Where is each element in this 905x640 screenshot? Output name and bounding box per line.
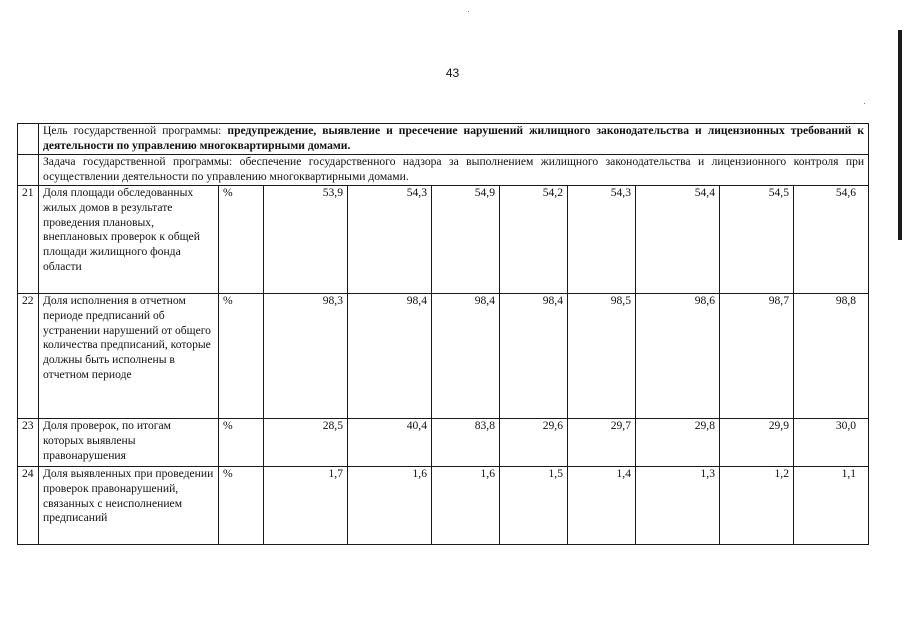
value-cell: 98,4	[500, 294, 568, 419]
value-cell: 1,3	[636, 467, 720, 545]
value-cell: 1,4	[568, 467, 636, 545]
table-row	[18, 186, 869, 294]
value-cell: 98,4	[432, 294, 500, 419]
value-cell: 54,5	[720, 186, 794, 294]
value-cell: 29,7	[568, 419, 636, 467]
indicator-name: Доля площади обследованных жилых домов в результате проведения плановых, внеплановых проверок к общей площади жилищного фонда области	[39, 186, 219, 294]
unit-cell: %	[219, 294, 264, 419]
value-cell: 28,5	[264, 419, 348, 467]
value-cell: 54,4	[636, 186, 720, 294]
value-cell: 54,3	[348, 186, 432, 294]
value-cell: 1,5	[500, 467, 568, 545]
value-cell: 98,4	[348, 294, 432, 419]
page-number: 43	[445, 66, 460, 80]
task-num-cell	[18, 155, 39, 186]
value-cell: 1,6	[348, 467, 432, 545]
table-row	[18, 467, 869, 545]
row-number: 24	[18, 467, 39, 545]
table-row	[18, 419, 869, 467]
value-cell: 1,7	[264, 467, 348, 545]
indicators-table	[17, 123, 869, 545]
value-cell: 54,3	[568, 186, 636, 294]
unit-cell: %	[219, 419, 264, 467]
value-cell: 54,9	[432, 186, 500, 294]
goal-row	[18, 124, 869, 155]
task-row	[18, 155, 869, 186]
value-cell: 1,1	[794, 467, 869, 545]
indicator-name: Доля проверок, по итогам которых выявлены правонарушения	[39, 419, 219, 467]
scan-speck	[468, 11, 469, 12]
row-number: 22	[18, 294, 39, 419]
value-cell: 54,2	[500, 186, 568, 294]
value-cell: 53,9	[264, 186, 348, 294]
scan-edge-mark	[898, 30, 902, 240]
value-cell: 98,8	[794, 294, 869, 419]
value-cell: 29,6	[500, 419, 568, 467]
unit-cell: %	[219, 186, 264, 294]
table-row	[18, 294, 869, 419]
value-cell: 1,2	[720, 467, 794, 545]
value-cell: 98,6	[636, 294, 720, 419]
goal-text: предупреждение, выявление и пресечение нарушений жилищного законодательства и лицензионных требований к деятельности по управлению многоквартирными домами.	[43, 124, 865, 152]
row-number: 21	[18, 186, 39, 294]
row-number: 23	[18, 419, 39, 467]
value-cell: 30,0	[794, 419, 869, 467]
value-cell: 29,8	[636, 419, 720, 467]
value-cell: 54,6	[794, 186, 869, 294]
value-cell: 98,3	[264, 294, 348, 419]
task-cell	[39, 155, 869, 186]
indicator-name: Доля исполнения в отчетном периоде предписаний об устранении нарушений от общего количества предписаний, которые должны быть исполнены в отчетном периоде	[39, 294, 219, 419]
goal-num-cell	[18, 124, 39, 155]
value-cell: 29,9	[720, 419, 794, 467]
value-cell: 1,6	[432, 467, 500, 545]
unit-cell: %	[219, 467, 264, 545]
value-cell: 83,8	[432, 419, 500, 467]
value-cell: 98,7	[720, 294, 794, 419]
task-text: обеспечение государственного надзора за выполнением жилищного законодательства и лицензионного контроля при осуществлении деятельности по управлению многоквартирными домами.	[43, 155, 865, 183]
task-label: Задача государственной программы:	[43, 155, 233, 168]
goal-label: Цель государственной программы:	[43, 124, 222, 137]
goal-cell	[39, 124, 869, 155]
value-cell: 40,4	[348, 419, 432, 467]
value-cell: 98,5	[568, 294, 636, 419]
indicator-name: Доля выявленных при проведении проверок правонарушений, связанных с неисполнением предписаний	[39, 467, 219, 545]
scan-speck	[864, 103, 865, 104]
